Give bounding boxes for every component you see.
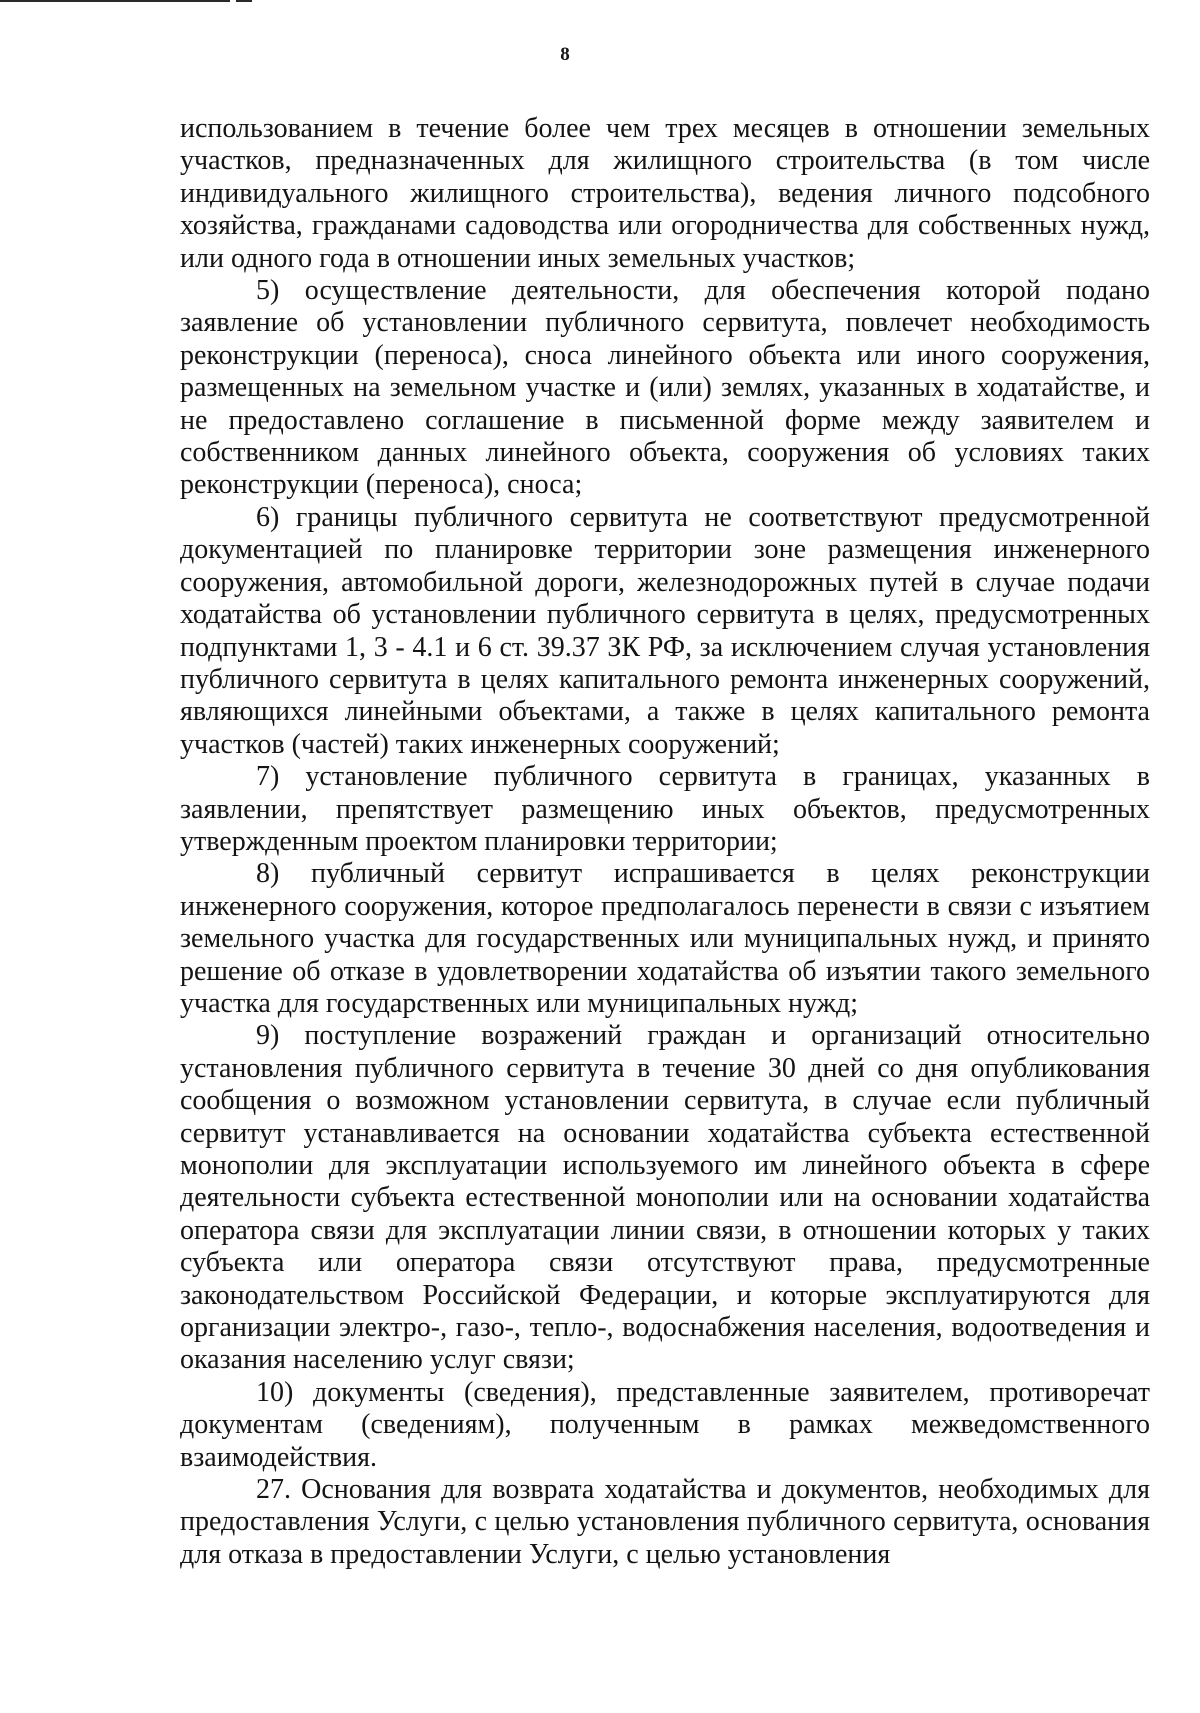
paragraph-continuation: использованием в течение более чем трех месяцев в отношении земельных участков, предназначенных для жилищного строительства (в том числе индивидуального жилищного строительства), ведения личного подсобного хозяйства, гражданами садоводства или огородничества для собственных нужд, или одного года в отношении иных земельных участков; bbox=[180, 113, 1150, 274]
paragraph-item-9: 9) поступление возражений граждан и организаций относительно установления публичного сервитута в течение 30 дней со дня опубликования сообщения о возможном установлении сервитута, в случае если публичный сервитут устанавливается на основании ходатайства субъекта естественной монополии для эксплуатации используемого им линейного объекта в сфере деятельности субъекта естественной монополии или на основании ходатайства оператора связи для эксплуатации линии связи, в отношении которых у таких субъекта или оператора связи отсутствуют права, предусмотренные законодательством Российской Федерации, и которые эксплуатируются для организации электро-, газо-, тепло-, водоснабжения населения, водоотведения и оказания населению услуг связи; bbox=[180, 1020, 1150, 1376]
document-body bbox=[180, 113, 1150, 1571]
paragraph-item-5: 5) осуществление деятельности, для обеспечения которой подано заявление об установлении публичного сервитута, повлечет необходимость реконструкции (переноса), сноса линейного объекта или иного сооружения, размещенных на земельном участке и (или) землях, указанных в ходатайстве, и не предоставлено соглашение в письменной форме между заявителем и собственником данных линейного объекта, сооружения об условиях таких реконструкции (переноса), сноса; bbox=[180, 275, 1150, 501]
paragraph-section-27: 27. Основания для возврата ходатайства и документов, необходимых для предоставления Услуги, с целью установления публичного сервитута, основания для отказа в предоставлении Услуги, с целью установления bbox=[180, 1474, 1150, 1570]
paragraph-item-6: 6) границы публичного сервитута не соответствуют предусмотренной документацией по планировке территории зоне размещения инженерного сооружения, автомобильной дороги, железнодорожных путей в случае подачи ходатайства об установлении публичного сервитута в целях, предусмотренных подпунктами 1, 3 - 4.1 и 6 ст. 39.37 ЗК РФ, за исключением случая установления публичного сервитута в целях капитального ремонта инженерных сооружений, являющихся линейными объектами, а также в целях капитального ремонта участков (частей) таких инженерных сооружений; bbox=[180, 501, 1150, 760]
paragraph-item-10: 10) документы (сведения), представленные заявителем, противоречат документам (сведениям), полученным в рамках межведомственного взаимодействия. bbox=[180, 1376, 1150, 1473]
scan-edge-rule-short bbox=[236, 0, 252, 2]
scan-edge-rule bbox=[0, 0, 230, 2]
page-number: 8 bbox=[560, 44, 570, 65]
paragraph-item-8: 8) публичный сервитут испрашивается в целях реконструкции инженерного сооружения, которое предполагалось перенести в связи с изъятием земельного участка для государственных или муниципальных нужд, и принято решение об отказе в удовлетворении ходатайства об изъятии такого земельного участка для государственных или муниципальных нужд; bbox=[180, 858, 1150, 1019]
paragraph-item-7: 7) установление публичного сервитута в границах, указанных в заявлении, препятствует размещению иных объектов, предусмотренных утвержденным проектом планировки территории; bbox=[180, 761, 1150, 857]
